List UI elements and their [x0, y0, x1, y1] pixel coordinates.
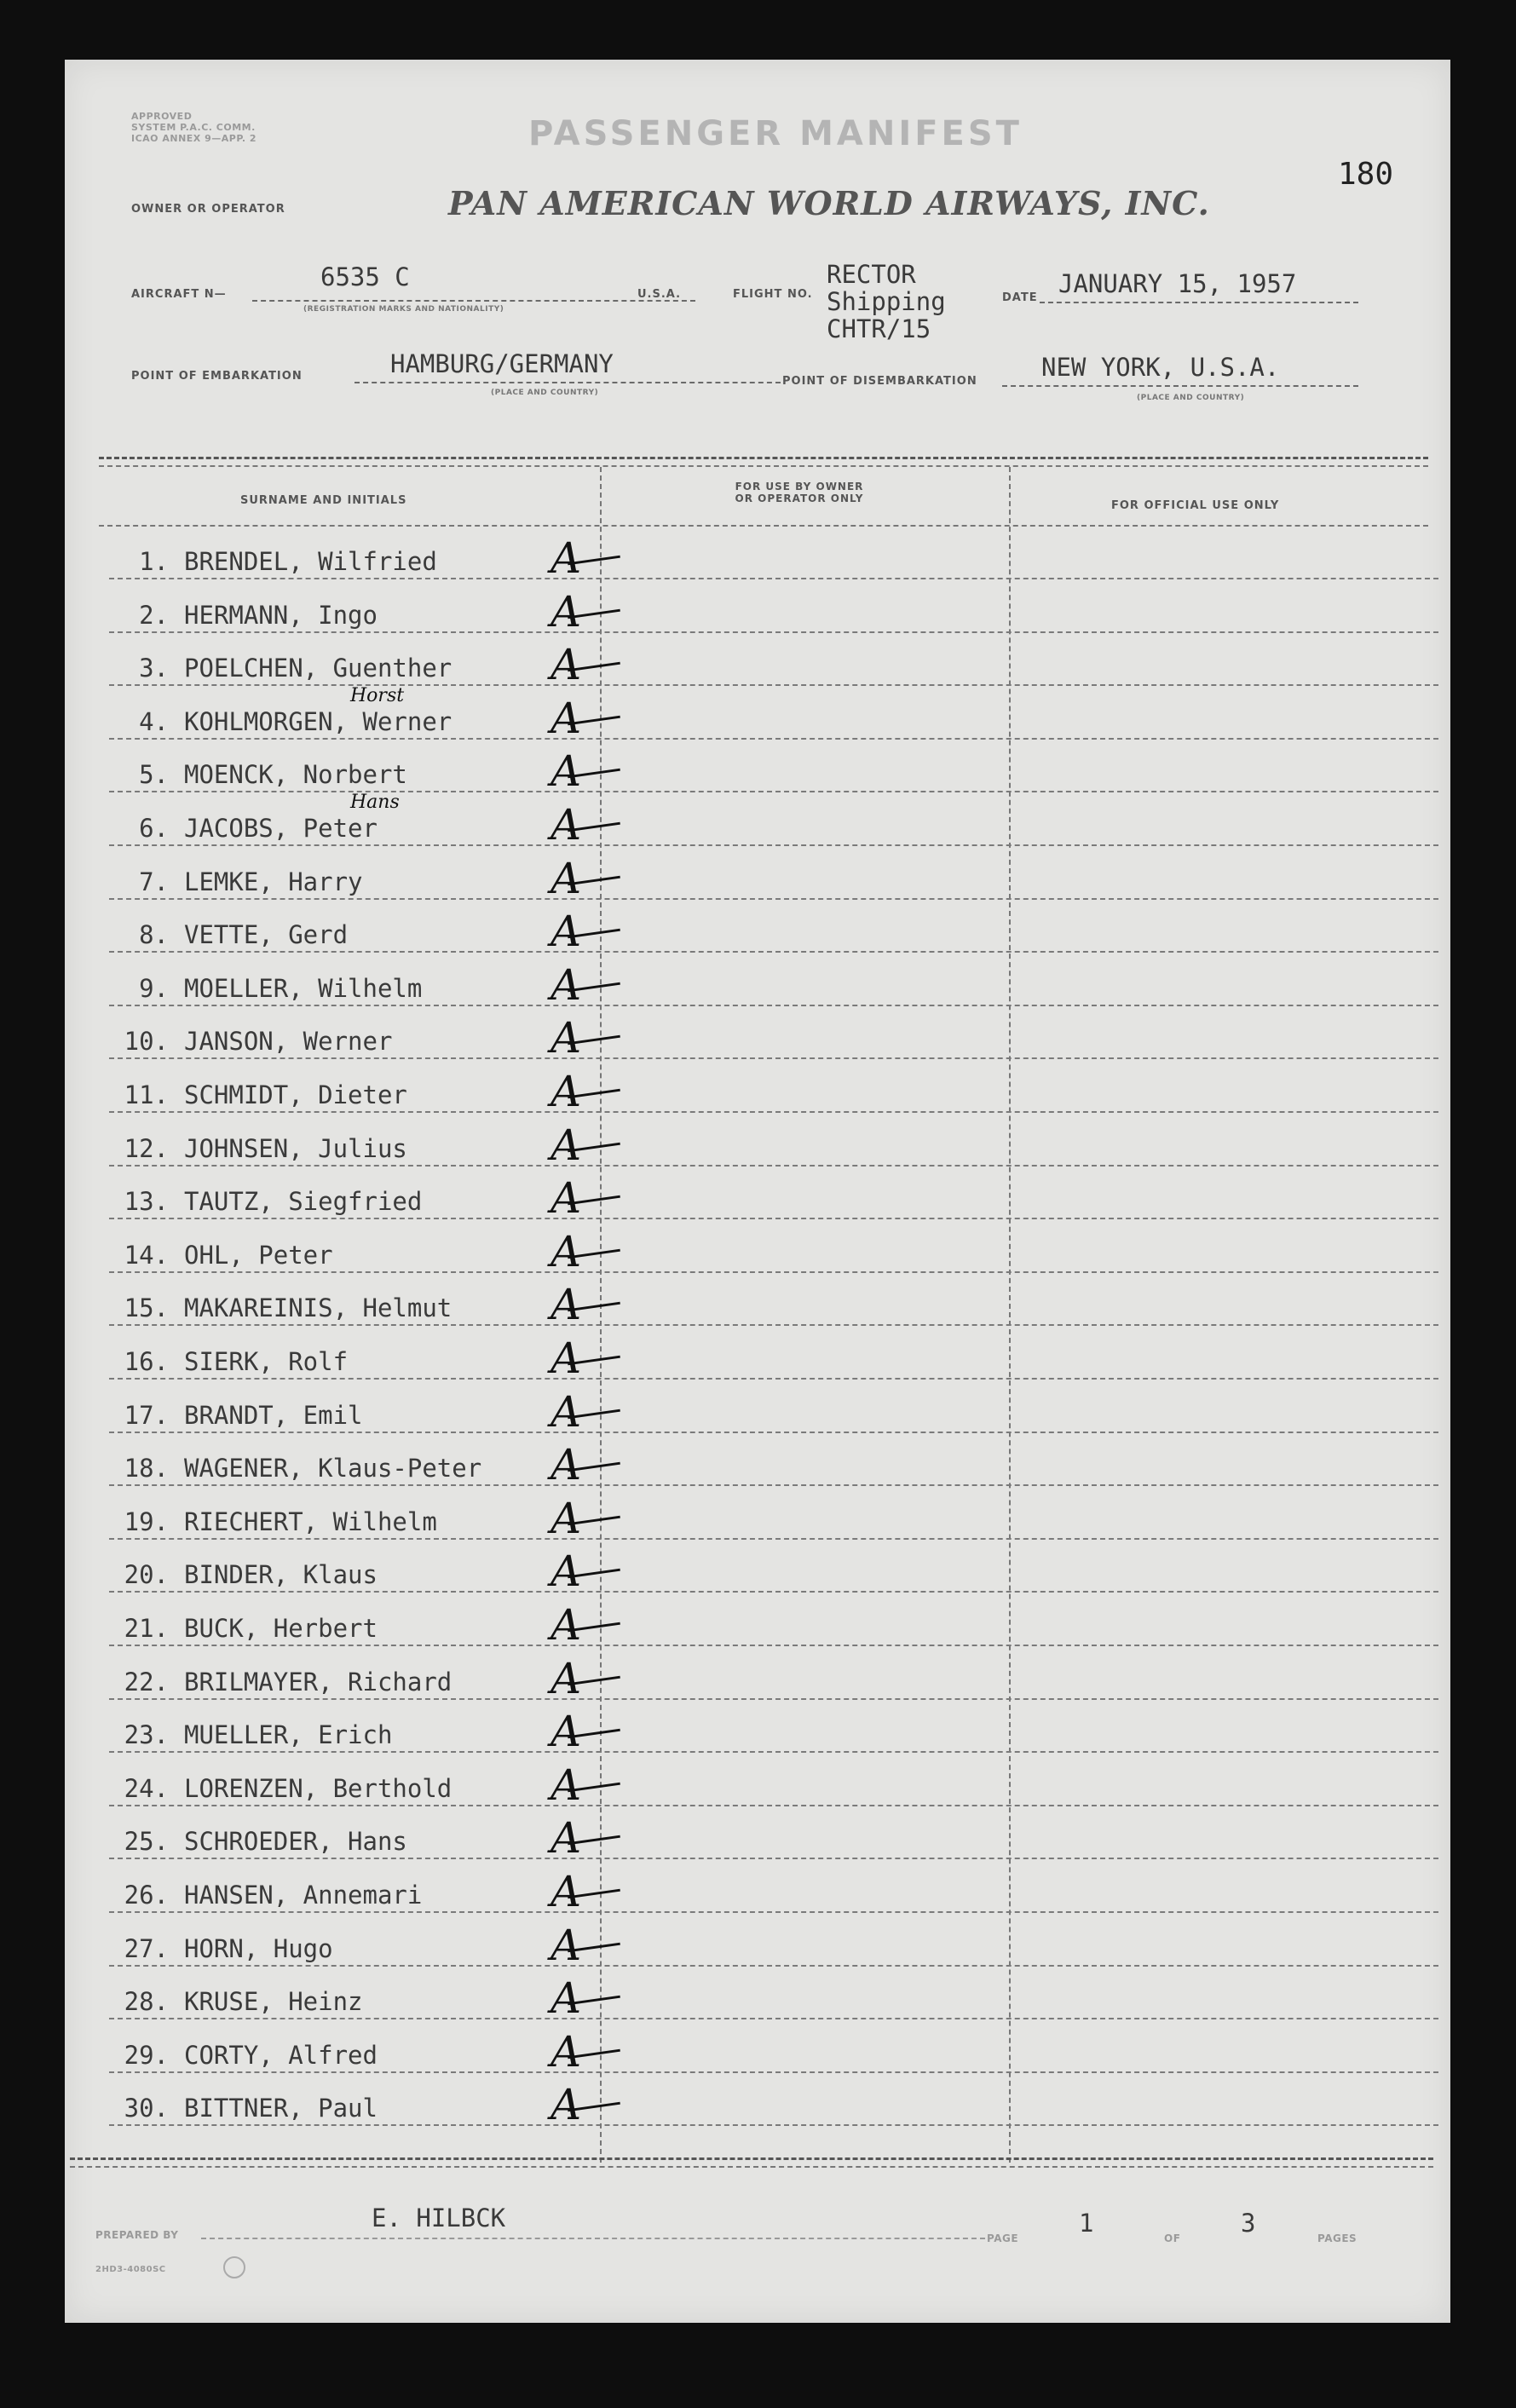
operator-mark: A	[550, 800, 582, 850]
owner-name: PAN AMERICAN WORLD AIRWAYS, INC.	[448, 184, 1210, 222]
passenger-name: VETTE, Gerd	[184, 920, 349, 950]
table-row	[65, 2020, 1450, 2077]
row-number: 13.	[124, 1187, 169, 1217]
row-number: 8.	[139, 920, 169, 950]
page-total: 3	[1241, 2209, 1256, 2238]
passenger-name: POELCHEN, Guenther	[184, 654, 452, 683]
passenger-name: SIERK, Rolf	[184, 1347, 349, 1376]
row-number: 6.	[139, 814, 169, 843]
prepared-by: E. HILBCK	[372, 2203, 506, 2232]
row-number: 10.	[124, 1027, 169, 1057]
operator-mark: A	[550, 1173, 582, 1224]
row-number: 3.	[139, 654, 169, 683]
table-row	[65, 1487, 1450, 1543]
table-row	[65, 580, 1450, 637]
table-row	[65, 1593, 1450, 1650]
passenger-name: OHL, Peter	[184, 1240, 333, 1270]
table-row	[65, 1860, 1450, 1916]
passenger-name: LORENZEN, Berthold	[184, 1773, 452, 1803]
passenger-name: WAGENER, Klaus-Peter	[184, 1454, 482, 1483]
table-row	[65, 1273, 1450, 1330]
pages-label: PAGES	[1317, 2232, 1357, 2244]
manifest-sheet	[65, 60, 1450, 2323]
table-row	[65, 792, 1450, 850]
disembark-sub: (PLACE AND COUNTRY)	[1137, 394, 1245, 402]
passenger-name: BRENDEL, Wilfried	[184, 547, 437, 576]
operator-mark: A	[550, 1226, 582, 1276]
table-row	[65, 1806, 1450, 1864]
operator-mark: A	[550, 1760, 582, 1810]
col-header-names: SURNAME AND INITIALS	[240, 494, 407, 507]
col-header-owner: FOR USE BY OWNER OR OPERATOR ONLY	[735, 481, 864, 504]
aircraft-sub: (REGISTRATION MARKS AND NATIONALITY)	[303, 305, 504, 314]
passenger-name: HERMANN, Ingo	[184, 600, 378, 630]
table-row	[65, 1433, 1450, 1490]
row-rule	[109, 2124, 1438, 2126]
approval-stamp: APPROVED SYSTEM P.A.C. COMM. ICAO ANNEX 9—APP. 2	[131, 111, 257, 144]
operator-mark: A	[550, 1493, 582, 1543]
row-number: 28.	[124, 1987, 169, 2017]
passenger-name: CORTY, Alfred	[184, 2040, 378, 2070]
page-label: PAGE	[987, 2232, 1019, 2244]
passenger-name: LEMKE, Harry	[184, 867, 363, 896]
passenger-name: BRILMAYER, Richard	[184, 1667, 452, 1697]
table-top-rule	[99, 457, 1428, 459]
passenger-name: HORN, Hugo	[184, 1933, 333, 1963]
operator-mark: A	[550, 1813, 582, 1864]
table-row	[65, 1914, 1450, 1970]
row-number: 17.	[124, 1400, 169, 1430]
operator-mark: A	[550, 1280, 582, 1330]
table-row	[65, 900, 1450, 957]
row-number: 29.	[124, 2040, 169, 2070]
disembark-place: NEW YORK, U.S.A.	[1041, 353, 1280, 382]
aircraft-number: 6535 C	[320, 262, 410, 291]
operator-mark: A	[550, 640, 582, 690]
page-number: 180	[1338, 157, 1394, 192]
table-row	[65, 1220, 1450, 1276]
date-label: DATE	[1002, 291, 1038, 304]
operator-mark: A	[550, 2026, 582, 2077]
col-header-official: FOR OFFICIAL USE ONLY	[1111, 499, 1280, 512]
handwritten-note: Hans	[350, 792, 400, 813]
passenger-name: BINDER, Klaus	[184, 1560, 378, 1590]
passenger-name: HANSEN, Annemari	[184, 1881, 423, 1910]
passenger-name: MUELLER, Erich	[184, 1720, 393, 1750]
operator-mark: A	[550, 1013, 582, 1063]
passenger-name: KRUSE, Heinz	[184, 1987, 363, 2017]
row-number: 20.	[124, 1560, 169, 1590]
passenger-name: KOHLMORGEN, Werner	[184, 706, 452, 736]
table-row	[65, 1060, 1450, 1116]
operator-mark: A	[550, 1334, 582, 1383]
operator-mark: A	[550, 586, 582, 637]
table-row	[65, 1700, 1450, 1757]
table-row	[65, 1167, 1450, 1224]
row-number: 23.	[124, 1720, 169, 1750]
embark-sub: (PLACE AND COUNTRY)	[491, 389, 599, 397]
row-number: 16.	[124, 1347, 169, 1376]
row-number: 7.	[139, 867, 169, 896]
row-number: 2.	[139, 600, 169, 630]
operator-mark: A	[550, 1867, 582, 1916]
table-row	[65, 740, 1450, 797]
table-row	[65, 1006, 1450, 1063]
form-code: 2HD3-4080SC	[95, 2265, 166, 2274]
table-bottom-rule	[70, 2157, 1433, 2160]
table-row	[65, 2073, 1450, 2130]
manifest-title: PASSENGER MANIFEST	[528, 114, 1023, 153]
row-number: 25.	[124, 1827, 169, 1857]
table-row	[65, 1647, 1450, 1703]
handwritten-note: Horst	[350, 684, 405, 706]
operator-mark: A	[550, 907, 582, 957]
flight-label: FLIGHT NO.	[733, 288, 813, 301]
operator-mark: A	[550, 2080, 582, 2130]
table-row	[65, 1327, 1450, 1383]
row-number: 27.	[124, 1933, 169, 1963]
page-current: 1	[1079, 2209, 1094, 2238]
row-number: 30.	[124, 2094, 169, 2123]
operator-mark: A	[550, 1067, 582, 1116]
operator-mark: A	[550, 1973, 582, 2024]
passenger-name: BITTNER, Paul	[184, 2094, 378, 2123]
operator-mark: A	[550, 1120, 582, 1170]
passenger-name: TAUTZ, Siegfried	[184, 1187, 423, 1217]
row-number: 14.	[124, 1240, 169, 1270]
table-row	[65, 1967, 1450, 2024]
table-row	[65, 684, 1450, 743]
embark-place: HAMBURG/GERMANY	[390, 349, 614, 378]
flight-date: JANUARY 15, 1957	[1058, 269, 1297, 298]
passenger-name: RIECHERT, Wilhelm	[184, 1506, 437, 1536]
row-number: 5.	[139, 760, 169, 790]
passenger-name: JOHNSEN, Julius	[184, 1133, 407, 1163]
operator-mark: A	[550, 1547, 582, 1597]
table-row	[65, 1114, 1450, 1170]
passenger-name: BRANDT, Emil	[184, 1400, 363, 1430]
passenger-name: MOENCK, Norbert	[184, 760, 407, 790]
row-number: 19.	[124, 1506, 169, 1536]
row-number: 15.	[124, 1293, 169, 1323]
operator-mark: A	[550, 1600, 582, 1650]
row-number: 1.	[139, 547, 169, 576]
row-number: 4.	[139, 706, 169, 736]
table-row	[65, 527, 1450, 583]
table-row	[65, 953, 1450, 1010]
row-number: 18.	[124, 1454, 169, 1483]
disembark-label: POINT OF DISEMBARKATION	[782, 375, 977, 388]
row-number: 12.	[124, 1133, 169, 1163]
table-row	[65, 1380, 1450, 1437]
operator-mark: A	[550, 1386, 582, 1437]
table-row	[65, 847, 1450, 903]
aircraft-label: AIRCRAFT N—	[131, 288, 227, 301]
passenger-name: SCHROEDER, Hans	[184, 1827, 407, 1857]
passenger-name: MAKAREINIS, Helmut	[184, 1293, 452, 1323]
operator-mark: A	[550, 1440, 582, 1490]
operator-mark: A	[550, 746, 582, 797]
row-number: 21.	[124, 1614, 169, 1643]
prepared-label: PREPARED BY	[95, 2229, 179, 2241]
table-row	[65, 1540, 1450, 1597]
usa-label: U.S.A.	[637, 288, 682, 301]
of-label: OF	[1164, 2232, 1181, 2244]
row-number: 24.	[124, 1773, 169, 1803]
table-row	[65, 633, 1450, 690]
passenger-name: MOELLER, Wilhelm	[184, 973, 423, 1003]
operator-mark: A	[550, 1707, 582, 1757]
owner-label: OWNER OR OPERATOR	[131, 203, 285, 216]
row-number: 9.	[139, 973, 169, 1003]
operator-mark: A	[550, 853, 582, 903]
operator-mark: A	[550, 959, 582, 1010]
operator-mark: A	[550, 693, 582, 743]
row-number: 22.	[124, 1667, 169, 1697]
row-number: 26.	[124, 1881, 169, 1910]
flight-number: RECTOR Shipping CHTR/15	[827, 260, 946, 343]
row-number: 11.	[124, 1080, 169, 1109]
operator-mark: A	[550, 1920, 582, 1970]
passenger-name: JACOBS, Peter	[184, 814, 378, 843]
passenger-name: BUCK, Herbert	[184, 1614, 378, 1643]
operator-mark: A	[550, 1653, 582, 1703]
table-row	[65, 1754, 1450, 1810]
operator-mark: A	[550, 533, 582, 583]
union-bug-stamp	[223, 2256, 245, 2278]
passenger-name: SCHMIDT, Dieter	[184, 1080, 407, 1109]
passenger-name: JANSON, Werner	[184, 1027, 393, 1057]
embark-label: POINT OF EMBARKATION	[131, 370, 303, 383]
